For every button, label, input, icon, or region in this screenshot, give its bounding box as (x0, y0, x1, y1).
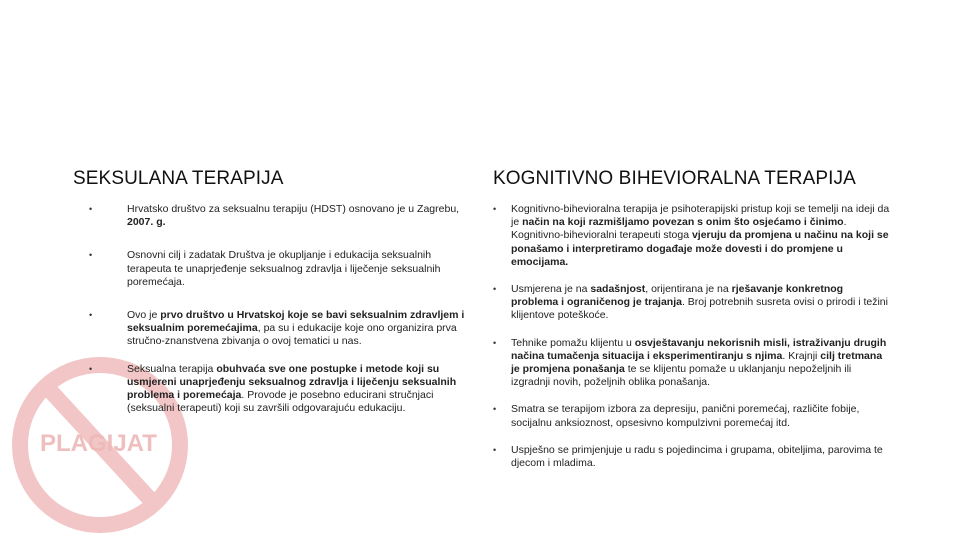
list-item: • Seksualna terapija obuhvaća sve one postupke i metode koji su usmjereni unaprjeđenju seksualnog zdravlja i liječenju seksualnih problema i poremećaja. Provode je posebno educirani stručnjaci (seksualni terapeuti) koji su završili odgovarajuću edukaciju. (73, 363, 473, 416)
list-item: • Uspješno se primjenjuje u radu s pojedincima i grupama, obiteljima, parovima te djecom i mladima. (493, 444, 893, 470)
right-column (493, 168, 893, 484)
list-item: • Tehnike pomažu klijentu u osvještavanju nekorisnih misli, istraživanju drugih načina tumačenja situacija i eksperimentiranju s njima. Krajnji cilj tretmana je promjena ponašanja te se klijentu pomaže u uklanjanju nepoželjnih ili izgradnji novih, poželjnih oblika ponašanja. (493, 337, 893, 390)
right-bullet-list (493, 203, 893, 470)
watermark-text: PLAGIJAT (40, 430, 157, 457)
list-item: • Usmjerena je na sadašnjost, orijentirana je na rješavanje konkretnog problema i ograničenog je trajanja. Broj potrebnih susreta ovisi o prirodi i težini klijentove poteškoće. (493, 283, 893, 323)
left-column (73, 168, 473, 429)
list-item: • Ovo je prvo društvo u Hrvatskoj koje se bavi seksualnim zdravljem i seksualnim poremećajima, pa su i edukacije koje ono organizira prva stručno-znanstvena zbivanja o ovoj tematici u nas. (73, 309, 473, 349)
left-column-title: SEKSULANA TERAPIJA (73, 168, 284, 189)
list-item: • Hrvatsko društvo za seksualnu terapiju (HDST) osnovano je u Zagrebu, 2007. g. (73, 203, 473, 229)
list-item: • Kognitivno-bihevioralna terapija je psihoterapijski pristup koji se temelji na ideji da je način na koji razmišljamo povezan s onim što osjećamo i činimo. Kognitivno-bihevioralni terapeuti stoga vjeruju da promjena u načinu na koji se ponašamo i interpretiramo događaje može dovesti i do promjene u emocijama. (493, 203, 893, 269)
list-item: • Smatra se terapijom izbora za depresiju, panični poremećaj, različite fobije, socijalnu anksioznost, opsesivno kompulzivni poremećaj itd. (493, 403, 893, 429)
right-column-title: KOGNITIVNO BIHEVIORALNA TERAPIJA (493, 168, 856, 189)
list-item: • Osnovni cilj i zadatak Društva je okupljanje i edukacija seksualnih terapeuta te unaprjeđenje seksualnog zdravlja i liječenje seksualnih poremećaja. (73, 249, 473, 289)
left-bullet-list (73, 203, 473, 415)
